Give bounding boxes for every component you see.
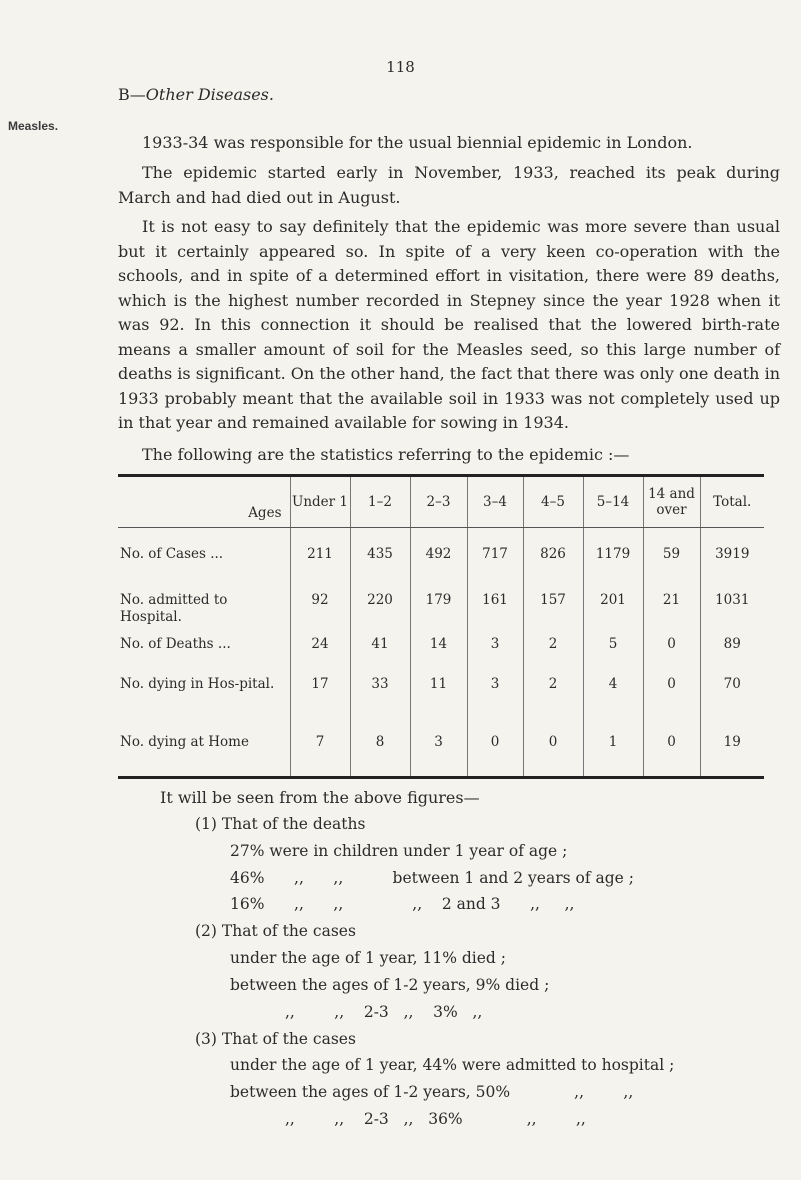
- section-heading: [118, 85, 274, 104]
- table-cell: 5: [583, 628, 643, 668]
- table-cell: 1: [583, 728, 643, 778]
- table-cell: 3: [410, 728, 467, 778]
- section-heading-title: Other Diseases.: [145, 85, 274, 104]
- table-cell: 201: [583, 592, 643, 628]
- paragraph-intro: 1933-34 was responsible for the usual biennial epidemic in London.: [142, 133, 693, 152]
- column-header: 1–2: [350, 476, 410, 528]
- summary-line: 16% ,, ,, ,, 2 and 3 ,, ,,: [230, 895, 575, 913]
- summary-intro: It will be seen from the above figures—: [160, 788, 480, 807]
- table-cell: 161: [467, 592, 523, 628]
- corner-label: Ages: [118, 476, 290, 528]
- table-cell: 8: [350, 728, 410, 778]
- table-cell: 33: [350, 668, 410, 728]
- page-number: 118: [386, 58, 415, 76]
- summary-line: between the ages of 1-2 years, 9% died ;: [230, 976, 550, 994]
- column-header: 2–3: [410, 476, 467, 528]
- paragraph-severity: It is not easy to say definitely that the epidemic was more severe than usual but it certainly appeared so. In spite of a very keen co-operation with the schools, and in spite of a determined effort in visitation, there were 89 deaths, which is the highest number recorded in Stepney since the year 1928 when it was 92. In this connection it should be realised that the lowered birth-rate means a smaller amount of soil for the Measles seed, so this large number of deaths is significant. On the other hand, the fact that there was only one death in 1933 probably meant that the available soil in 1933 was not completely used up in that year and remained available for sowing in 1934.: [118, 217, 780, 432]
- table-cell: 492: [410, 528, 467, 592]
- summary-point-3: (3) That of the cases: [195, 1030, 356, 1048]
- table-cell: 17: [290, 668, 350, 728]
- table-cell: 89: [700, 628, 764, 668]
- column-header: Under 1: [290, 476, 350, 528]
- table-cell: 0: [643, 628, 700, 668]
- table-cell: 0: [643, 668, 700, 728]
- table-cell: 179: [410, 592, 467, 628]
- table-cell: 717: [467, 528, 523, 592]
- table-cell: 2: [523, 668, 583, 728]
- table-cell: 14: [410, 628, 467, 668]
- table-cell: 92: [290, 592, 350, 628]
- summary-line: between the ages of 1-2 years, 50% ,, ,,: [230, 1083, 634, 1101]
- column-header: 14 and over: [643, 476, 700, 528]
- table-cell: 21: [643, 592, 700, 628]
- section-heading-prefix: B—: [118, 85, 146, 104]
- table-row-deaths: [118, 628, 764, 668]
- table-cell: 19: [700, 728, 764, 778]
- row-label: No. of Cases ...: [118, 528, 290, 592]
- paragraph-epidemic-timing: The epidemic started early in November, 1933, reached its peak during March and had died out in August.: [118, 163, 780, 207]
- summary-point-2: (2) That of the cases: [195, 922, 356, 940]
- table-row-dying-hospital: [118, 668, 764, 728]
- table-cell: 220: [350, 592, 410, 628]
- table-row-cases: [118, 528, 764, 592]
- column-header: 4–5: [523, 476, 583, 528]
- summary-point-1: (1) That of the deaths: [195, 815, 366, 833]
- table-row-admitted: [118, 592, 764, 628]
- row-label: No. of Deaths ...: [118, 628, 290, 668]
- table-cell: 4: [583, 668, 643, 728]
- table-cell: 3: [467, 628, 523, 668]
- summary-line: ,, ,, 2-3 ,, 36% ,, ,,: [285, 1110, 586, 1128]
- column-header: Total.: [700, 476, 764, 528]
- paragraph-table-intro: The following are the statistics referring to the epidemic :—: [142, 445, 630, 464]
- table-cell: 0: [467, 728, 523, 778]
- table-cell: 435: [350, 528, 410, 592]
- row-label: No. admitted to Hospital.: [120, 591, 228, 625]
- summary-line: 46% ,, ,, between 1 and 2 years of age ;: [230, 869, 634, 887]
- table-cell: 2: [523, 628, 583, 668]
- summary-line: under the age of 1 year, 11% died ;: [230, 949, 506, 967]
- table-cell: 70: [700, 668, 764, 728]
- summary-line: ,, ,, 2-3 ,, 3% ,,: [285, 1003, 483, 1021]
- margin-note-measles: Measles.: [8, 119, 59, 133]
- measles-statistics-table: [118, 474, 764, 779]
- column-header: 5–14: [583, 476, 643, 528]
- table-cell: 3: [467, 668, 523, 728]
- table-header-row: [118, 476, 764, 528]
- table-cell: 3919: [700, 528, 764, 592]
- row-label: No. dying in Hos-pital.: [120, 675, 275, 692]
- summary-line: under the age of 1 year, 44% were admitted to hospital ;: [230, 1056, 675, 1074]
- table-cell: 1179: [583, 528, 643, 592]
- table-cell: 24: [290, 628, 350, 668]
- row-label: No. dying at Home: [120, 733, 249, 750]
- summary-line: 27% were in children under 1 year of age ;: [230, 842, 568, 860]
- table-cell: 0: [523, 728, 583, 778]
- table-cell: 11: [410, 668, 467, 728]
- table-cell: 1031: [700, 592, 764, 628]
- table-cell: 7: [290, 728, 350, 778]
- table-cell: 41: [350, 628, 410, 668]
- column-header: 3–4: [467, 476, 523, 528]
- table-cell: 211: [290, 528, 350, 592]
- table-cell: 0: [643, 728, 700, 778]
- table-cell: 59: [643, 528, 700, 592]
- table-cell: 826: [523, 528, 583, 592]
- table-row-dying-home: [118, 728, 764, 778]
- table-cell: 157: [523, 592, 583, 628]
